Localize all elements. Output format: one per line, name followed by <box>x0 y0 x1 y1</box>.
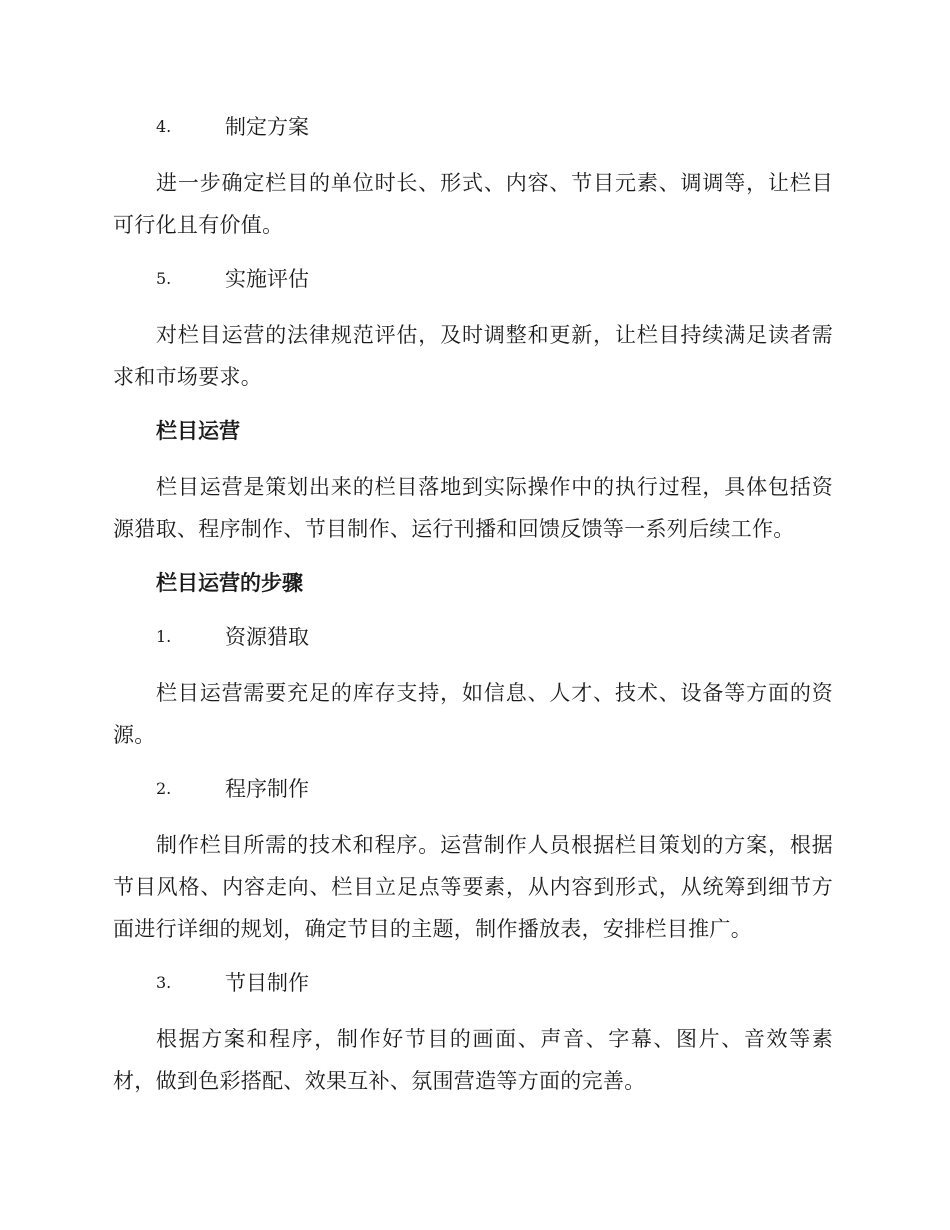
list-number: 1. <box>156 627 172 646</box>
list-title: 制定方案 <box>225 115 309 139</box>
paragraph: 进一步确定栏目的单位时长、形式、内容、节目元素、调调等，让栏目可行化且有价值。 <box>113 171 833 237</box>
list-title: 实施评估 <box>225 267 309 291</box>
paragraph: 栏目运营是策划出来的栏目落地到实际操作中的执行过程，具体包括资源猎取、程序制作、节目制作、运行刊播和回馈反馈等一系列后续工作。 <box>113 475 833 541</box>
section-heading: 栏目运营 <box>156 419 240 443</box>
list-item-2 <box>113 774 833 804</box>
list-item-1 <box>113 622 833 652</box>
list-number: 2. <box>156 779 172 798</box>
list-title: 程序制作 <box>225 777 309 801</box>
list-number: 4. <box>156 117 172 136</box>
paragraph: 制作栏目所需的技术和程序。运营制作人员根据栏目策划的方案，根据节目风格、内容走向、栏目立足点等要素，从内容到形式，从统筹到细节方面进行详细的规划，确定节目的主题，制作播放表，安排栏目推广。 <box>113 833 833 941</box>
list-title: 节目制作 <box>225 971 309 995</box>
list-item-5 <box>113 264 833 294</box>
list-title: 资源猎取 <box>225 625 309 649</box>
list-item-3 <box>113 968 833 998</box>
list-number: 5. <box>156 269 172 288</box>
section-heading: 栏目运营的步骤 <box>156 571 303 595</box>
list-item-4 <box>113 112 833 142</box>
paragraph: 根据方案和程序，制作好节目的画面、声音、字幕、图片、音效等素材，做到色彩搭配、效果互补、氛围营造等方面的完善。 <box>113 1027 833 1093</box>
list-number: 3. <box>156 973 172 992</box>
paragraph: 栏目运营需要充足的库存支持，如信息、人才、技术、设备等方面的资源。 <box>113 681 833 747</box>
paragraph: 对栏目运营的法律规范评估，及时调整和更新，让栏目持续满足读者需求和市场要求。 <box>113 323 833 389</box>
